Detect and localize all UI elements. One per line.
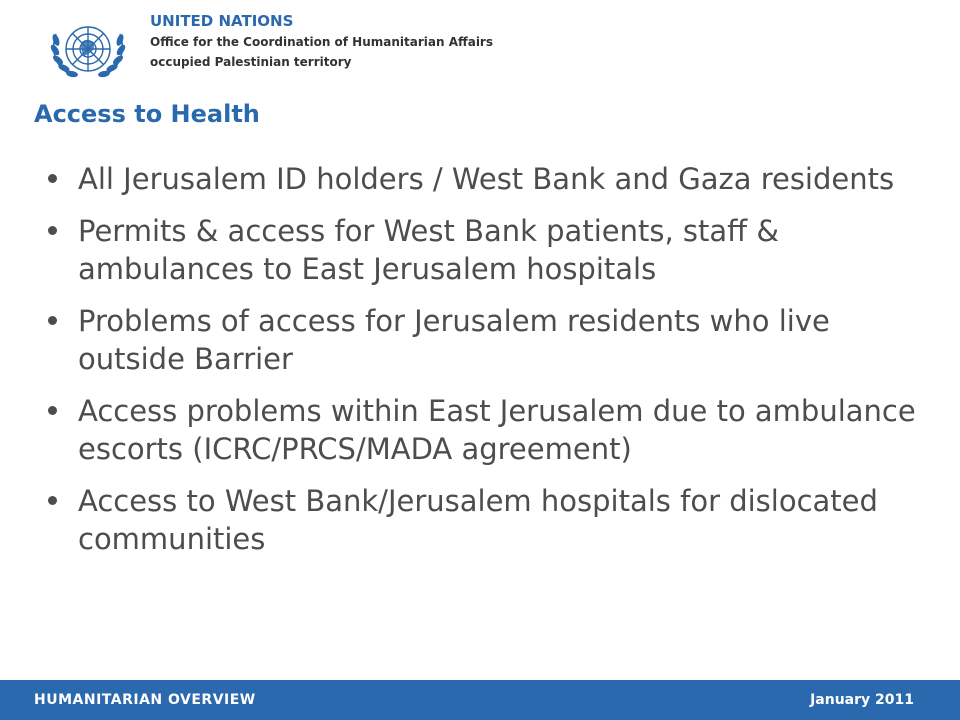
footer-label: HUMANITARIAN OVERVIEW [34,692,256,708]
bullet-dot-icon [48,496,57,505]
bullet-item [48,392,928,468]
bullet-text: Access to West Bank/Jerusalem hospitals for dislocated communities [78,484,878,556]
office-name: Office for the Coordination of Humanitarian Affairs [150,35,493,49]
bullet-text: Permits & access for West Bank patients, staff & ambulances to East Jerusalem hospitals [78,214,779,286]
bullet-dot-icon [48,174,57,183]
territory-name: occupied Palestinian territory [150,55,352,69]
bullet-text: Access problems within East Jerusalem due to ambulance escorts (ICRC/PRCS/MADA agreement) [78,394,916,466]
bullet-dot-icon [48,406,57,415]
bullet-list [48,160,928,572]
footer-bar [0,680,960,720]
organization-header [150,14,493,76]
bullet-dot-icon [48,316,57,325]
bullet-item [48,160,928,198]
bullet-item [48,302,928,378]
slide-title: Access to Health [34,100,260,128]
un-emblem-icon [44,14,132,84]
bullet-dot-icon [48,226,57,235]
bullet-item [48,212,928,288]
footer-date: January 2011 [810,692,914,708]
organization-name: UNITED NATIONS [150,12,294,30]
bullet-text: Problems of access for Jerusalem residents who live outside Barrier [78,304,830,376]
bullet-item [48,482,928,558]
bullet-text: All Jerusalem ID holders / West Bank and Gaza residents [78,162,895,196]
